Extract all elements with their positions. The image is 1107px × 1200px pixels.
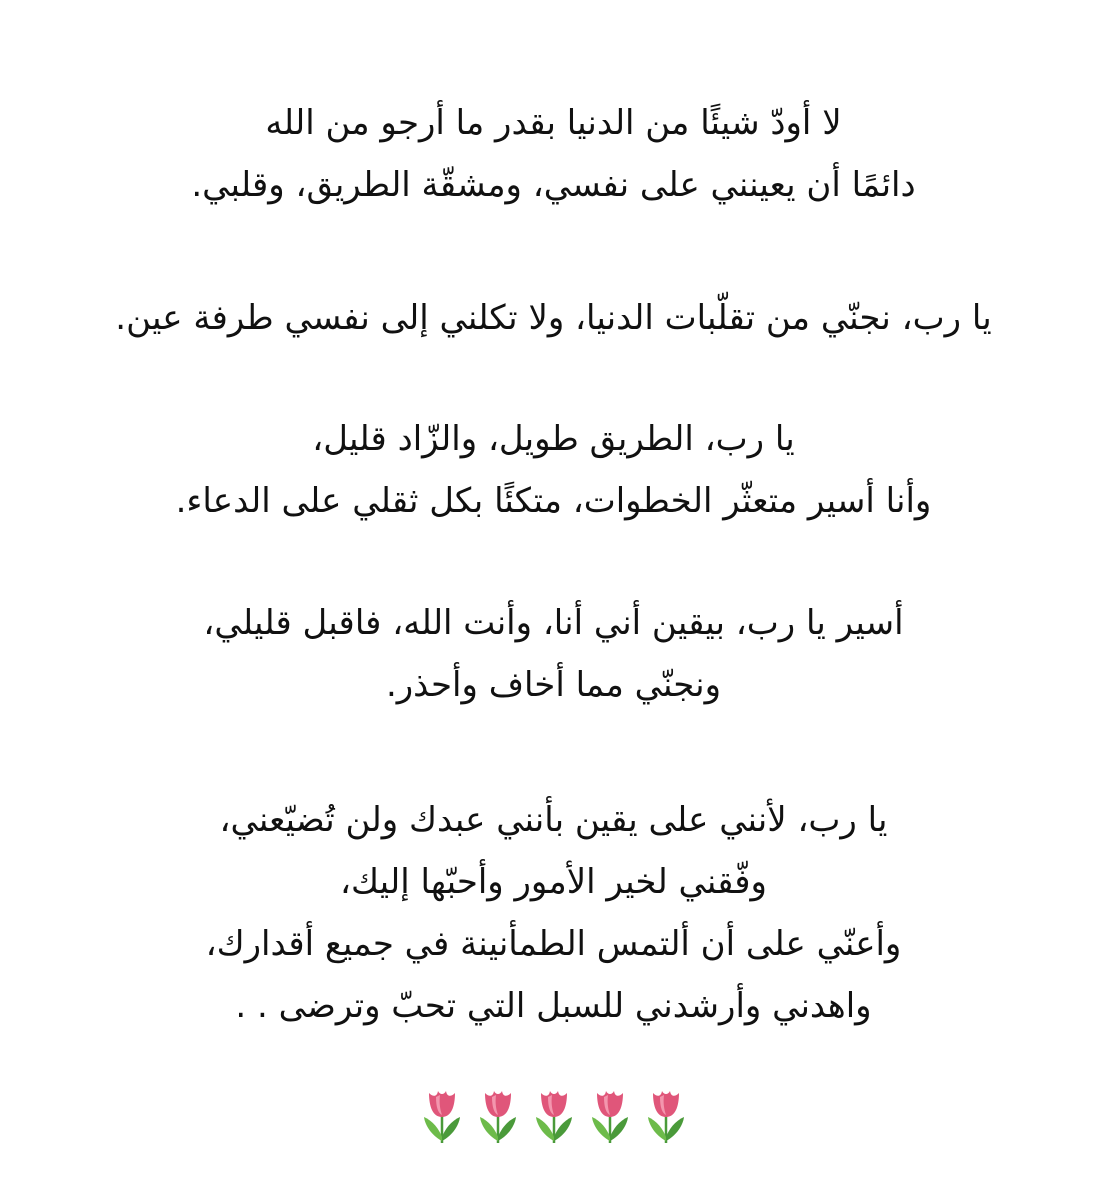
poem-line: أسير يا رب، بيقين أني أنا، وأنت الله، فاقبل قليلي،: [203, 603, 904, 643]
tulip-icon: [419, 1085, 465, 1145]
poem-line: ونجنّي مما أخاف وأحذر.: [385, 665, 722, 705]
stanza-3: [60, 408, 1047, 532]
poem-line: يا رب، لأنني على يقين بأنني عبدك ولن تُضيّعني،: [219, 800, 888, 840]
tulip-icon: [587, 1085, 633, 1145]
stanza-5: [60, 789, 1047, 1037]
poem-line: وأعنّي على أن ألتمس الطمأنينة في جميع أقدارك،: [205, 924, 902, 964]
tulip-icon: [643, 1085, 689, 1145]
poem-line: وفّقني لخير الأمور وأحبّها إليك،: [340, 862, 767, 902]
poem-line: يا رب، نجنّي من تقلّبات الدنيا، ولا تكلني إلى نفسي طرفة عين.: [115, 298, 992, 338]
stanza-2: [60, 287, 1047, 349]
tulip-icon: [531, 1085, 577, 1145]
tulip-row: [0, 1085, 1107, 1145]
poem-line: دائمًا أن يعينني على نفسي، ومشقّة الطريق، وقلبي.: [191, 165, 916, 205]
poem-line: وأنا أسير متعثّر الخطوات، متكئًا بكل ثقلي على الدعاء.: [175, 481, 932, 521]
poem-line: يا رب، الطريق طويل، والزّاد قليل،: [312, 419, 795, 459]
poem-line: لا أودّ شيئًا من الدنيا بقدر ما أرجو من الله: [265, 103, 842, 143]
stanza-1: [60, 92, 1047, 216]
tulip-icon: [475, 1085, 521, 1145]
poem-line: واهدني وأرشدني للسبل التي تحبّ وترضى . .: [235, 986, 872, 1026]
stanza-4: [60, 592, 1047, 716]
